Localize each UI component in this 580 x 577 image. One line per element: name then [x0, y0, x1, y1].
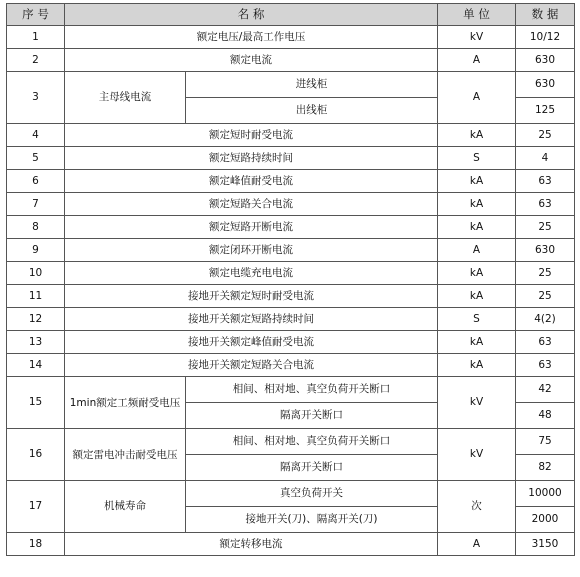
row-value: 82 [516, 455, 575, 481]
table-row [7, 49, 575, 72]
header-no: 序 号 [7, 4, 65, 26]
header-name: 名 称 [65, 4, 438, 26]
row-unit: A [438, 239, 516, 262]
table-row [7, 262, 575, 285]
table-row [7, 72, 575, 98]
row-name: 额定短路关合电流 [65, 193, 438, 216]
row-name: 额定转移电流 [65, 533, 438, 556]
row-value: 10/12 [516, 26, 575, 49]
row-no: 10 [7, 262, 65, 285]
header-unit: 单 位 [438, 4, 516, 26]
row-unit: kV [438, 26, 516, 49]
row-sub-name: 隔离开关断口 [186, 455, 438, 481]
row-unit: A [438, 49, 516, 72]
row-value: 630 [516, 49, 575, 72]
row-unit: kA [438, 124, 516, 147]
row-sub-name: 接地开关(刀)、隔离开关(刀) [186, 507, 438, 533]
table-row [7, 170, 575, 193]
row-no: 3 [7, 72, 65, 124]
row-no: 4 [7, 124, 65, 147]
header-data: 数 据 [516, 4, 575, 26]
row-value: 3150 [516, 533, 575, 556]
row-unit: kA [438, 216, 516, 239]
table-row [7, 377, 575, 403]
row-sub-name: 相间、相对地、真空负荷开关断口 [186, 429, 438, 455]
row-value: 63 [516, 354, 575, 377]
row-no: 8 [7, 216, 65, 239]
row-sub-name: 隔离开关断口 [186, 403, 438, 429]
row-unit: kA [438, 331, 516, 354]
row-value: 63 [516, 193, 575, 216]
table-row [7, 429, 575, 455]
row-no: 6 [7, 170, 65, 193]
table-row [7, 193, 575, 216]
row-no: 9 [7, 239, 65, 262]
row-value: 75 [516, 429, 575, 455]
row-value: 2000 [516, 507, 575, 533]
table-row [7, 481, 575, 507]
row-name: 额定电流 [65, 49, 438, 72]
table-row [7, 239, 575, 262]
parameter-table [6, 3, 575, 556]
table-row [7, 308, 575, 331]
row-name: 额定电压/最高工作电压 [65, 26, 438, 49]
row-no: 2 [7, 49, 65, 72]
row-no: 5 [7, 147, 65, 170]
row-name: 额定短路开断电流 [65, 216, 438, 239]
row-value: 25 [516, 124, 575, 147]
row-value: 63 [516, 331, 575, 354]
row-value: 63 [516, 170, 575, 193]
row-value: 630 [516, 239, 575, 262]
row-no: 7 [7, 193, 65, 216]
table-row [7, 285, 575, 308]
table-row [7, 354, 575, 377]
row-no: 18 [7, 533, 65, 556]
table-row [7, 124, 575, 147]
row-name: 接地开关额定短路关合电流 [65, 354, 438, 377]
row-value: 25 [516, 216, 575, 239]
row-unit: kA [438, 285, 516, 308]
header-row [7, 4, 575, 26]
row-no: 15 [7, 377, 65, 429]
row-no: 11 [7, 285, 65, 308]
table-row [7, 216, 575, 239]
row-no: 1 [7, 26, 65, 49]
row-no: 13 [7, 331, 65, 354]
row-value: 630 [516, 72, 575, 98]
row-group-name: 主母线电流 [65, 72, 186, 124]
table-row [7, 147, 575, 170]
row-unit: S [438, 147, 516, 170]
row-unit: kA [438, 193, 516, 216]
row-unit: S [438, 308, 516, 331]
row-unit: kA [438, 262, 516, 285]
row-name: 接地开关额定峰值耐受电流 [65, 331, 438, 354]
row-unit: A [438, 533, 516, 556]
row-unit: kV [438, 429, 516, 481]
row-unit: 次 [438, 481, 516, 533]
row-name: 额定短时耐受电流 [65, 124, 438, 147]
row-unit: kA [438, 354, 516, 377]
row-group-name: 1min额定工频耐受电压 [65, 377, 186, 429]
row-name: 接地开关额定短时耐受电流 [65, 285, 438, 308]
table-row [7, 26, 575, 49]
row-no: 16 [7, 429, 65, 481]
row-no: 14 [7, 354, 65, 377]
row-group-name: 额定雷电冲击耐受电压 [65, 429, 186, 481]
row-value: 42 [516, 377, 575, 403]
row-no: 12 [7, 308, 65, 331]
table-row [7, 331, 575, 354]
row-name: 额定短路持续时间 [65, 147, 438, 170]
row-value: 48 [516, 403, 575, 429]
row-unit: kV [438, 377, 516, 429]
row-name: 接地开关额定短路持续时间 [65, 308, 438, 331]
row-value: 125 [516, 98, 575, 124]
row-name: 额定电缆充电电流 [65, 262, 438, 285]
row-value: 25 [516, 285, 575, 308]
row-value: 10000 [516, 481, 575, 507]
row-value: 4 [516, 147, 575, 170]
row-name: 额定闭环开断电流 [65, 239, 438, 262]
row-value: 4(2) [516, 308, 575, 331]
row-value: 25 [516, 262, 575, 285]
row-sub-name: 真空负荷开关 [186, 481, 438, 507]
row-sub-name: 相间、相对地、真空负荷开关断口 [186, 377, 438, 403]
row-name: 额定峰值耐受电流 [65, 170, 438, 193]
row-sub-name: 出线柜 [186, 98, 438, 124]
row-no: 17 [7, 481, 65, 533]
row-unit: kA [438, 170, 516, 193]
row-unit: A [438, 72, 516, 124]
row-group-name: 机械寿命 [65, 481, 186, 533]
row-sub-name: 进线柜 [186, 72, 438, 98]
table-row [7, 533, 575, 556]
